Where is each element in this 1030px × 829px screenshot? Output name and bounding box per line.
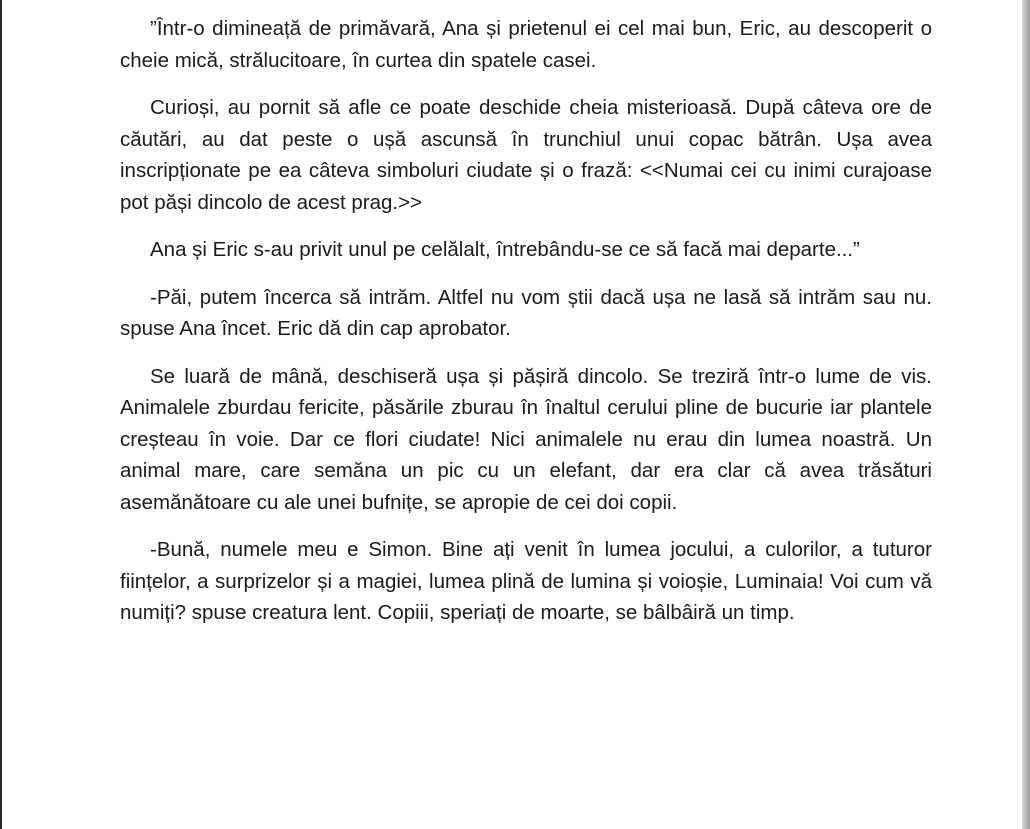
paragraph-5: Se luară de mână, deschiseră ușa și pășiră dincolo. Se treziră într-o lume de vis. Animalele zburdau fericite, păsările zburau în înaltul cerului pline de bucurie iar plantele creșteau în voie. Dar ce flori ciudate! Nici animalele nu erau din lumea noastră. Un animal mare, care semăna un pic cu un elefant, dar era clar că avea trăsături asemănătoare cu ale unei bufnițe, se apropie de cei doi copii.	[120, 364, 932, 514]
paragraph-1: ”Într-o dimineață de primăvară, Ana și prietenul ei cel mai bun, Eric, au descoperit o cheie mică, strălucitoare, în curtea din spatele casei.	[120, 17, 932, 72]
paragraph-6: -Bună, numele meu e Simon. Bine ați venit în lumea jocului, a culorilor, a tuturor ființelor, a surprizelor și a magiei, lumea plină de lumina și voioșie, Luminaia! Voi cum vă numiți? spuse creatura lent. Copiii, speriați de moarte, se bâlbâiră un timp.	[120, 538, 932, 624]
paragraph-2: Curioși, au pornit să afle ce poate deschide cheia misterioasă. După câteva ore de căutări, au dat peste o ușă ascunsă în trunchiul unui copac bătrân. Ușa avea inscripționate pe ea câteva simboluri ciudate și o frază: <<Numai cei cu inimi curajoase pot păși dincolo de acest prag.>>	[120, 96, 932, 214]
page-edge-shadow	[1022, 0, 1030, 829]
paragraph-4: -Păi, putem încerca să intrăm. Altfel nu vom știi dacă ușa ne lasă să intrăm sau nu. spuse Ana încet. Eric dă din cap aprobator.	[120, 285, 932, 340]
paragraph-3: Ana și Eric s-au privit unul pe celălalt, întrebându-se ce să facă mai departe...”	[150, 238, 860, 261]
story-text	[120, 13, 932, 645]
